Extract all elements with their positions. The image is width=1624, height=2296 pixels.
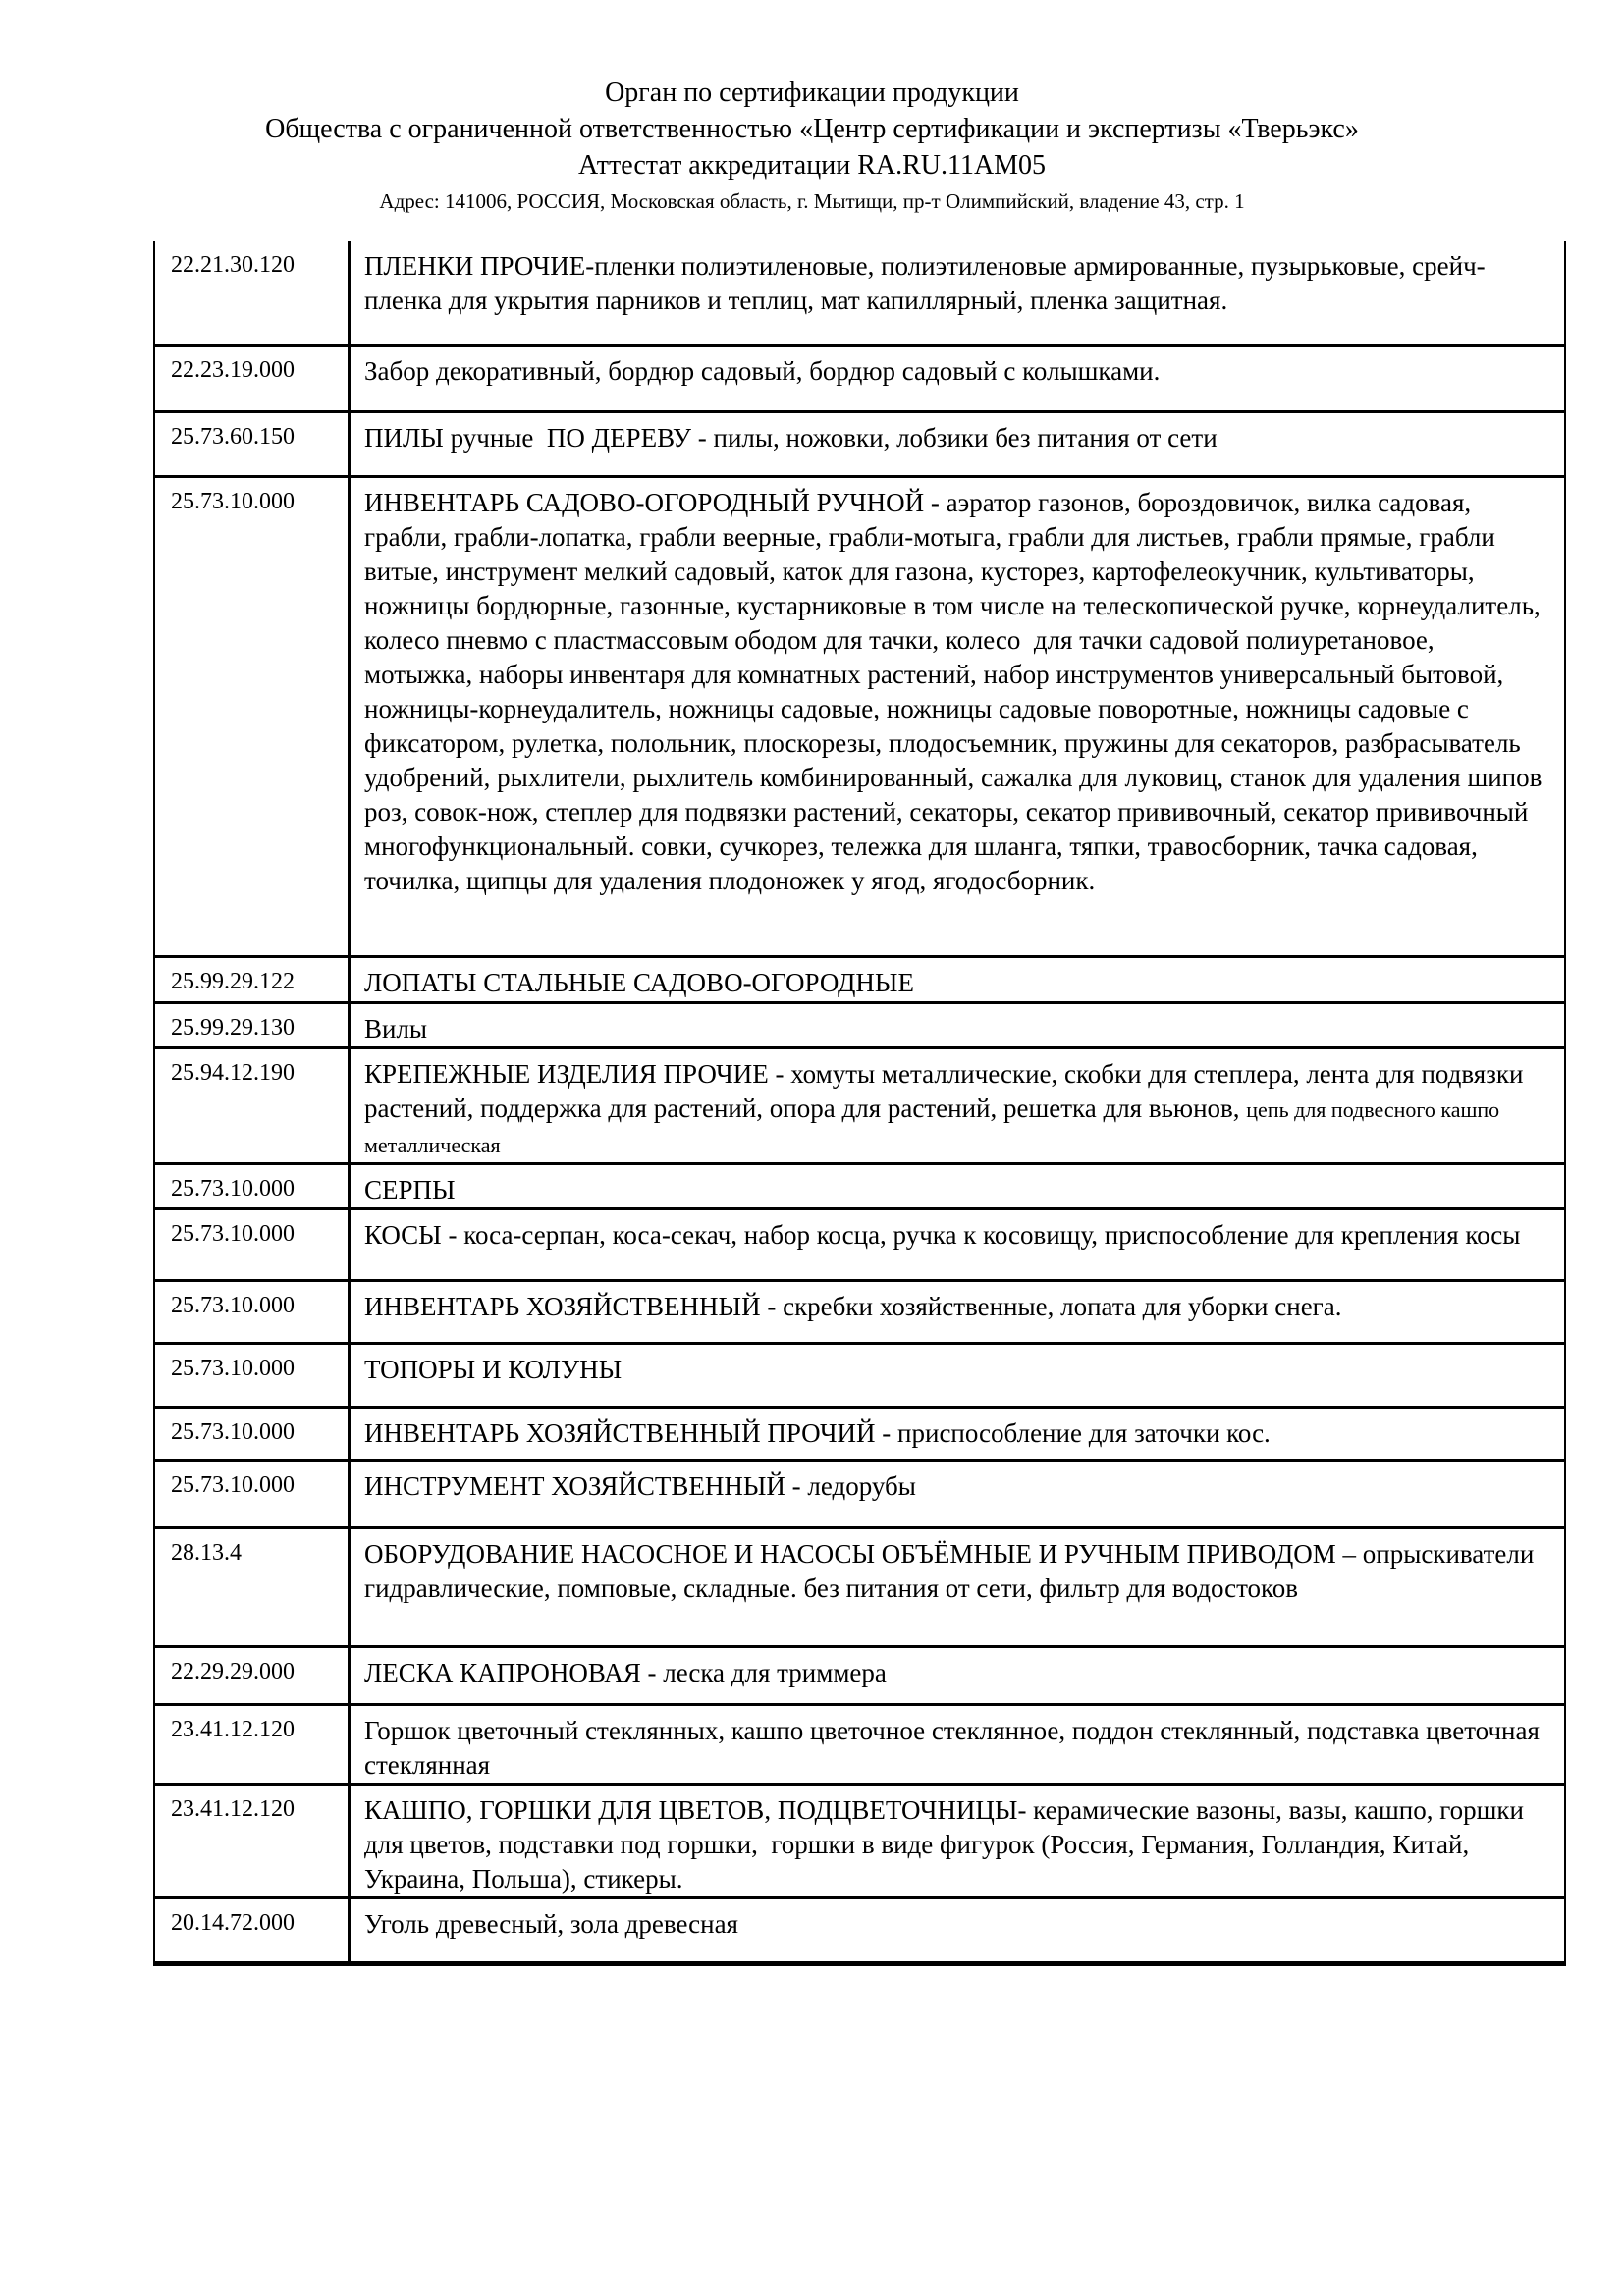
product-description-text: ИНСТРУМЕНТ ХОЗЯЙСТВЕННЫЙ - ледорубы — [364, 1471, 916, 1501]
product-description-cell — [351, 1004, 1564, 1046]
product-description-cell — [351, 1899, 1564, 1961]
product-code-cell: 22.29.29.000 — [155, 1648, 351, 1703]
product-description-text: Забор декоративный, бордюр садовый, бордюр садовый с колышками. — [364, 356, 1161, 386]
product-description-text: ИНВЕНТАРЬ САДОВО-ОГОРОДНЫЙ РУЧНОЙ - аэратор газонов, бороздовичок, вилка садовая, грабли, грабли-лопатка, грабли веерные, грабли-мотыга, грабли для листьев, грабли прямые, грабли витые, инструмент мелкий садовый, каток для газона, кусторез, картофелеокучник, культиваторы, ножницы бордюрные, газонные, кустарниковые в том числе на телескопической ручке, корнеудалитель, колесо пневмо с пластмассовым ободом для тачки, колесо для тачки садовой полиуретановое, мотыжка, наборы инвентаря для комнатных растений, набор инструментов универсальный бытовой, ножницы-корнеудалитель, ножницы садовые, ножницы садовые поворотные, ножницы садовые с фиксатором, рулетка, полольник, плоскорезы, плодосъемник, пружины для секаторов, разбрасыватель удобрений, рыхлители, рыхлитель комбинированный, сажалка для луковиц, станок для удаления шипов роз, совок-нож, степлер для подвязки растений, секаторы, секатор прививочный, секатор прививочный многофункциональный. совки, сучкорез, тележка для шланга, тяпки, травосборник, тачка садовая, точилка, щипцы для удаления плодоножек у ягод, ягодосборник. — [364, 488, 1549, 895]
product-description-text: ПЛЕНКИ ПРОЧИЕ-пленки полиэтиленовые, полиэтиленовые армированные, пузырьковые, срейч-пленка для укрытия парников и теплиц, мат капиллярный, пленка защитная. — [364, 251, 1486, 315]
table-row — [155, 1526, 1564, 1645]
product-description-text: ИНВЕНТАРЬ ХОЗЯЙСТВЕННЫЙ - скребки хозяйственные, лопата для уборки снега. — [364, 1292, 1342, 1321]
product-description-text: КРЕПЕЖНЫЕ ИЗДЕЛИЯ ПРОЧИЕ - хомуты металлические, скобки для степлера, лента для подвязки растений, поддержка для растений, опора для растений, решетка для вьюнов, — [364, 1059, 1531, 1123]
table-row — [155, 1783, 1564, 1896]
product-description-cell — [351, 1529, 1564, 1645]
header-company-line: Общества с ограниченной ответственностью «Центр сертификации и экспертизы «Тверьэкс» — [265, 114, 1359, 144]
product-description-text: КОСЫ - коса-серпан, коса-секач, набор косца, ручка к косовищу, приспособление для крепления косы — [364, 1220, 1521, 1250]
table-row — [155, 1207, 1564, 1279]
table-row — [155, 1703, 1564, 1783]
product-code-cell: 22.21.30.120 — [155, 241, 351, 344]
product-description-cell — [351, 1282, 1564, 1342]
product-description-cell — [351, 958, 1564, 1001]
table-row — [155, 1001, 1564, 1046]
product-code-cell: 25.73.10.000 — [155, 478, 351, 955]
table-row — [155, 1459, 1564, 1526]
product-code-cell: 22.23.19.000 — [155, 347, 351, 410]
product-description-text: ПИЛЫ ручные ПО ДЕРЕВУ - пилы, ножовки, лобзики без питания от сети — [364, 423, 1218, 453]
table-row — [155, 344, 1564, 410]
table-row — [155, 241, 1564, 344]
product-code-cell: 25.73.10.000 — [155, 1282, 351, 1342]
product-description-cell — [351, 1165, 1564, 1207]
table-row — [155, 1162, 1564, 1207]
product-code-cell: 25.73.10.000 — [155, 1210, 351, 1279]
product-code-cell: 20.14.72.000 — [155, 1899, 351, 1961]
product-description-cell — [351, 1345, 1564, 1406]
product-code-cell: 23.41.12.120 — [155, 1786, 351, 1896]
product-description-cell — [351, 478, 1564, 955]
product-description-text: ЛЕСКА КАПРОНОВАЯ - леска для триммера — [364, 1658, 887, 1687]
table-row — [155, 1046, 1564, 1162]
product-description-cell — [351, 1210, 1564, 1279]
product-description-cell — [351, 1648, 1564, 1703]
header-org-line: Орган по сертификации продукции — [605, 78, 1019, 108]
product-description-text: ОБОРУДОВАНИЕ НАСОСНОЕ И НАСОСЫ ОБЪЁМНЫЕ И РУЧНЫМ ПРИВОДОМ – опрыскиватели гидравлические, помповые, складные. без питания от сети, фильтр для водостоков — [364, 1539, 1542, 1603]
header-address-line: Адрес: 141006, РОССИЯ, Московская область, г. Мытищи, пр-т Олимпийский, владение 43, стр. 1 — [379, 189, 1245, 213]
product-code-cell: 25.73.10.000 — [155, 1462, 351, 1526]
table-row — [155, 410, 1564, 475]
table-row — [155, 1645, 1564, 1703]
product-description-cell — [351, 413, 1564, 475]
product-description-cell — [351, 241, 1564, 344]
product-description-text: КАШПО, ГОРШКИ ДЛЯ ЦВЕТОВ, ПОДЦВЕТОЧНИЦЫ- керамические вазоны, вазы, кашпо, горшки для цветов, подставки под горшки, горшки в виде фигурок (Россия, Германия, Голландия, Китай, Украина, Польша), стикеры. — [364, 1795, 1531, 1894]
table-row — [155, 1279, 1564, 1342]
product-code-cell: 25.73.10.000 — [155, 1409, 351, 1459]
product-description-text: ЛОПАТЫ СТАЛЬНЫЕ САДОВО-ОГОРОДНЫЕ — [364, 968, 914, 997]
product-description-cell — [351, 1049, 1564, 1162]
product-description-cell — [351, 1786, 1564, 1896]
product-description-cell — [351, 1462, 1564, 1526]
product-description-cell — [351, 1409, 1564, 1459]
product-code-cell: 25.94.12.190 — [155, 1049, 351, 1162]
document-header — [0, 75, 1624, 215]
product-table — [153, 241, 1566, 1966]
product-description-text: Уголь древесный, зола древесная — [364, 1909, 738, 1939]
table-row — [155, 1896, 1564, 1961]
product-description-text: ТОПОРЫ И КОЛУНЫ — [364, 1355, 623, 1384]
table-row — [155, 955, 1564, 1001]
table-row — [155, 1342, 1564, 1406]
table-row — [155, 1406, 1564, 1459]
product-description-text: Горшок цветочный стеклянных, кашпо цветочное стеклянное, поддон стеклянный, подставка цветочная стеклянная — [364, 1716, 1546, 1780]
product-code-cell: 25.73.10.000 — [155, 1345, 351, 1406]
product-description-small-text: цепь для подвесного кашпо металлическая — [364, 1097, 1505, 1157]
product-description-text: СЕРПЫ — [364, 1175, 456, 1204]
product-description-text: ИНВЕНТАРЬ ХОЗЯЙСТВЕННЫЙ ПРОЧИЙ - приспособление для заточки кос. — [364, 1418, 1271, 1448]
product-code-cell: 25.73.60.150 — [155, 413, 351, 475]
product-code-cell: 23.41.12.120 — [155, 1706, 351, 1783]
table-row — [155, 475, 1564, 955]
product-code-cell: 25.73.10.000 — [155, 1165, 351, 1207]
header-accreditation-line: Аттестат аккредитации RA.RU.11АМ05 — [577, 150, 1047, 181]
product-description-cell — [351, 347, 1564, 410]
product-code-cell: 28.13.4 — [155, 1529, 351, 1645]
product-description-text: Вилы — [364, 1014, 428, 1043]
product-code-cell: 25.99.29.122 — [155, 958, 351, 1001]
product-code-cell: 25.99.29.130 — [155, 1004, 351, 1046]
product-description-cell — [351, 1706, 1564, 1783]
